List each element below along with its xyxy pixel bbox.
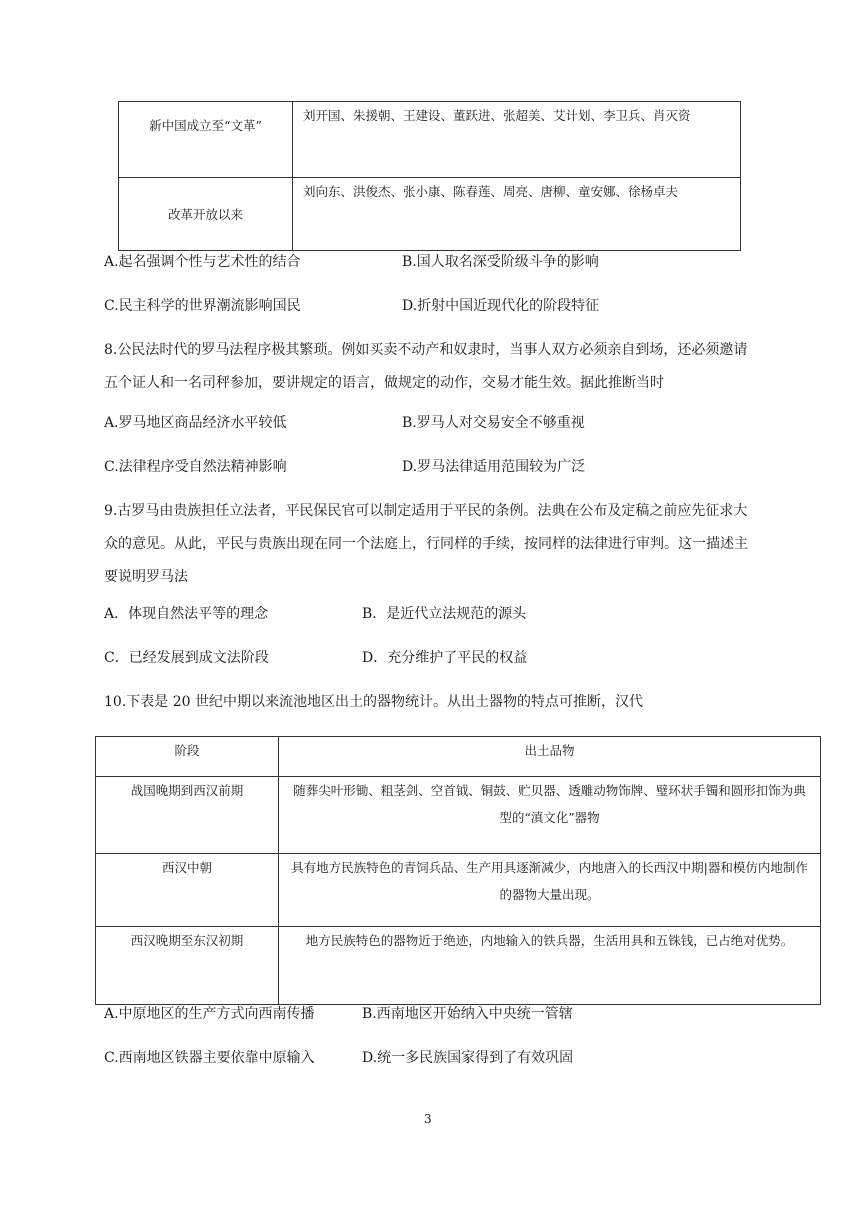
q10-option-b: B.西南地区开始纳入中央统一管辖 [362,1006,573,1022]
q9-stem: 9.古罗马由贵族担任立法者，平民保民官可以制定适用于平民的条例。法典在公布及定稿之前应先征求大众的意见。从此，平民与贵族出现在同一个法庭上，行同样的手续，按同样的法律进行审判。这一描述主要说明罗马法 [104,503,748,585]
q10-option-a: A.中原地区的生产方式向西南传播 [104,1006,315,1022]
table-row [96,777,821,854]
q8-stem: 8.公民法时代的罗马法程序极其繁琐。例如买卖不动产和奴隶时，当事人双方必须亲自到场，还必须邀请五个证人和一名司秤参加，要讲规定的语言，做规定的动作，交易才能生效。据此推断当时 [104,342,748,391]
items-cell: 随葬尖叶形锄、粗茎剑、空首钺、铜鼓、贮贝器、透雕动物饰牌、璧环状手镯和圆形扣饰为典型的“滇文化”器物 [279,777,821,854]
q7-option-c: C.民主科学的世界潮流影响国民 [104,298,301,314]
q10-option-d: D.统一多民族国家得到了有效巩固 [362,1050,574,1066]
table-row [119,102,741,178]
table-row [96,927,821,1005]
stage-cell: 西汉晚期至东汉初期 [96,927,279,1005]
q8-option-b: B.罗马人对交易安全不够重视 [402,415,585,431]
q8-option-d: D.罗马法律适用范围较为广泛 [402,459,586,475]
table-header-row [96,737,821,777]
q9-option-d: D．充分维护了平民的权益 [362,650,528,666]
q7-option-d: D.折射中国近现代化的阶段特征 [402,298,600,314]
q10-stem: 10.下表是 20 世纪中期以来流池地区出土的器物统计。从出土器物的特点可推断，汉代 [104,694,643,710]
q10-option-c: C.西南地区铁器主要依靠中原输入 [104,1050,315,1066]
q9-option-b: B．是近代立法规范的源头 [362,606,527,622]
column-header-items: 出土品物 [279,737,821,777]
table-row [119,178,741,251]
names-cell: 刘向东、洪俊杰、张小康、陈春莲、周亮、唐柳、童安娜、徐杨卓夫 [293,178,741,251]
stage-cell: 西汉中朝 [96,854,279,927]
q9-option-a: A．体现自然法平等的理念 [104,606,269,622]
names-table [118,101,741,251]
items-cell: 地方民族特色的器物近于绝迹，内地输入的铁兵器，生活用具和五铢钱，已占绝对优势。 [279,927,821,1005]
names-cell: 刘开国、朱援朝、王建设、董跃进、张超美、艾计划、李卫兵、肖灭资 [293,102,741,178]
column-header-stage: 阶段 [96,737,279,777]
page-number: 3 [424,1112,432,1126]
items-cell: 具有地方民族特色的青饲兵品、生产用具逐渐减少，内地唐入的长西汉中期|器和模仿内地制作的器物大量出现。 [279,854,821,927]
period-cell: 新中国成立至“文革” [119,102,293,178]
table-row [96,854,821,927]
q7-option-b: B.国人取名深受阶级斗争的影响 [402,254,599,270]
stage-cell: 战国晚期到西汉前期 [96,777,279,854]
q7-option-a: A.起名强调个性与艺术性的结合 [104,254,301,270]
q8-option-a: A.罗马地区商品经济水平较低 [104,415,287,431]
q8-option-c: C.法律程序受自然法精神影响 [104,459,287,475]
q9-option-c: C．已经发展到成文法阶段 [104,650,269,666]
period-cell: 改革开放以来 [119,178,293,251]
artifacts-table [95,736,821,1005]
